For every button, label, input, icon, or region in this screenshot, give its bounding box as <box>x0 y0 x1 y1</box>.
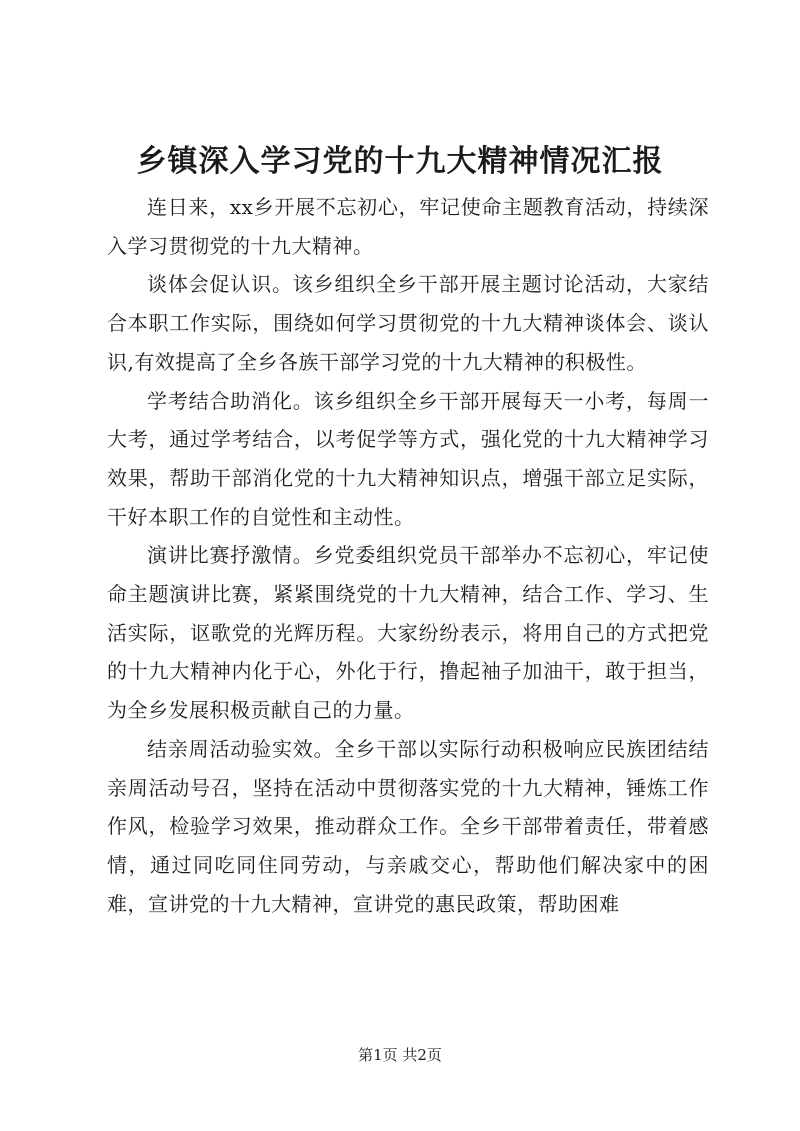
paragraph-discussion: 谈体会促认识。该乡组织全乡干部开展主题讨论活动，大家结合本职工作实际，围绕如何学习贯彻党的十九大精神谈体会、谈认识,有效提高了全乡各族干部学习党的十九大精神的积极性。 <box>107 272 709 374</box>
paragraph-kinship-week: 结亲周活动验实效。全乡干部以实际行动积极响应民族团结结亲周活动号召，坚持在活动中贯彻落实党的十九大精神，锤炼工作作风，检验学习效果，推动群众工作。全乡干部带着责任，带着感情，通过同吃同住同劳动，与亲戚交心，帮助他们解决家中的困难，宣讲党的十九大精神，宣讲党的惠民政策，帮助困难 <box>107 736 709 916</box>
paragraph-intro: 连日来，xx乡开展不忘初心，牢记使命主题教育活动，持续深入学习贯彻党的十九大精神。 <box>107 195 709 258</box>
paragraph-study-exam: 学考结合助消化。该乡组织全乡干部开展每天一小考，每周一大考，通过学考结合，以考促学等方式，强化党的十九大精神学习效果，帮助干部消化党的十九大精神知识点，增强干部立足实际，干好本职工作的自觉性和主动性。 <box>107 388 709 529</box>
document-title: 乡镇深入学习党的十九大精神情况汇报 <box>136 144 664 179</box>
paragraph-speech-contest: 演讲比赛抒激情。乡党委组织党员干部举办不忘初心，牢记使命主题演讲比赛，紧紧围绕党的十九大精神，结合工作、学习、生活实际，讴歌党的光辉历程。大家纷纷表示，将用自己的方式把党的十九大精神内化于心，外化于行，撸起袖子加油干，敢于担当，为全乡发展积极贡献自己的力量。 <box>107 543 709 723</box>
document-body <box>107 188 709 923</box>
page-number-footer: 第1页 共2页 <box>358 1046 442 1064</box>
